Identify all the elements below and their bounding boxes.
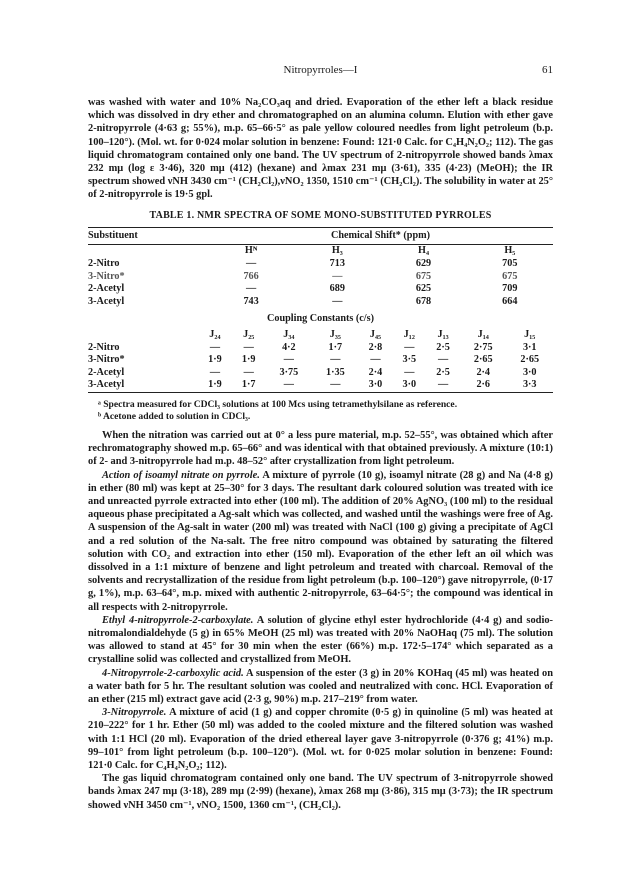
table-cell: 2·5 bbox=[436, 366, 450, 378]
coupling-header: J₂₅ bbox=[243, 328, 255, 340]
table-cell: 705 bbox=[502, 258, 518, 270]
paragraph-isoamyl-nitrate bbox=[88, 469, 553, 614]
table-cell: 3·1 bbox=[522, 341, 537, 353]
table-cell: 3·0 bbox=[402, 379, 417, 391]
table-cell: 743 bbox=[243, 295, 259, 307]
table-cell: 625 bbox=[415, 283, 432, 295]
page-header bbox=[88, 64, 553, 80]
table-caption: TABLE 1. NMR SPECTRA OF SOME MONO-SUBSTITUTED PYRROLES bbox=[149, 209, 492, 221]
table-cell: — bbox=[332, 295, 343, 307]
row-label: 3-Nitro* bbox=[88, 354, 125, 366]
table-cell: 709 bbox=[502, 283, 518, 295]
table-cell: 713 bbox=[329, 258, 345, 270]
table-cell: 1·9 bbox=[208, 354, 222, 366]
table-cell: 664 bbox=[502, 295, 518, 307]
footnote-a: ᵃ Spectra measured for CDCl₃ solutions at 100 Mcs using tetramethylsilane as reference. bbox=[98, 398, 458, 410]
table-cell: 2·65 bbox=[473, 354, 493, 366]
paragraph-3-nitropyrrole-spectra bbox=[88, 772, 553, 812]
table-cell: — bbox=[404, 366, 415, 378]
paragraph-text: A suspension of the ester (3 g) in 20% KOHaq (45 ml) was heated on a water bath for 5 hr. The resultant solution was cooled and neutralized with conc. HCl. Evaporation of an ether (215 ml) extract gave acid (2·3 g, 90%) m.p. 217–219° from water. bbox=[88, 667, 554, 706]
table-cell: — bbox=[438, 379, 449, 391]
paragraph-2-nitropyrrole-isolation: was washed with water and 10% Na₂CO₃aq and dried. Evaporation of the ether left a black residue which was dissolved in dry ether and chromatographed on an alumina column. Elution with ether gave 2-nitropyrrole (4·63 g; 55%), m.p. 65–66·5° as pale yellow coloured needles from light petroleum (b.p. 100–120°). (Mol. wt. for 0·024 molar solution in benzene: Found: 121·0 Calc. for C₄H₄N₂O₂; 112). The gas liquid chromatogram contained only one band. The UV spectrum of 2-nitropyrrole showed bands λmax 232 mμ (log ε 3·46), 320 mμ (412) (hexane) and λmax 231 mμ (3·61), 335 (4·23) (MeOH); the IR spectrum showed νNH 3430 cm⁻¹ (CH₂Cl₂),νNO₂ 1350, 1510 cm⁻¹ (CH₂Cl₂). The solubility in water at 25° of 2-nitropyrrole is 19·5 gpl. bbox=[88, 97, 553, 201]
table-cell: — bbox=[243, 366, 254, 378]
paragraph-lead: 3-Nitropyrrole. bbox=[102, 707, 167, 719]
table-cell: 1·35 bbox=[325, 366, 345, 378]
coupling-header: J₁₂ bbox=[403, 328, 415, 340]
table-cell: 629 bbox=[415, 258, 432, 270]
table-cell: — bbox=[209, 366, 220, 378]
shift-header: Hᴺ bbox=[244, 245, 258, 257]
paragraph-text: A solution of glycine ethyl ester hydrochloride (4·4 g) and sodio-nitromalondialdehyde (5 g) in 65% MeOH (25 ml) was treated with 20% NaOHaq (75 ml). The solution was allowed to stand at 45° for 30 min when the ester (66%) m.p. 172·5–174° which separated as a crystalline solid was collected and crystallized from MeOH. bbox=[88, 614, 553, 666]
paragraph-text: A mixture of pyrrole (10 g), isoamyl nitrate (28 g) and Na (4·8 g) in ether (80 ml) was kept at 25–30° for 3 days. The resultant dark coloured solution was treated with ice and unreacted pyrrole extracted into ether (100 ml). The addition of 20% AgNO₃ (100 ml) to the residual aqueous phase precipitated a Ag-salt which was collected, and washed until the washings were free of Ag. A suspension of the Ag-salt in water (200 ml) was treated with NaCl (100 g) giving a precipitate of AgCl and a red solution of the Na-salt. The free nitro compound was obtained by saturating the filtered solution with CO₂ and extraction into ether (150 ml). Evaporation of the ether left an oil which was dissolved in a 1:1 mixture of benzene and light petroleum and treated with charcoal. Removal of the solvents and recrystallization of the residue from light petroleum (b.p. 100–120°) gave nitropyrrole, (0·17 g, 1%), m.p. 63–64°, m.p. mixed with authentic 2-nitropyrrole, 63–64·5°; the compound was identical in all respects with 2-nitropyrrole. bbox=[88, 469, 553, 613]
table-cell: 2·4 bbox=[476, 366, 491, 378]
page-number: 61 bbox=[542, 64, 553, 76]
table-cell: — bbox=[283, 354, 294, 366]
table-row bbox=[88, 342, 553, 355]
table-cell: — bbox=[404, 341, 415, 353]
table-cell: 675 bbox=[502, 270, 518, 282]
coupling-header: J₁₄ bbox=[477, 328, 489, 340]
coupling-header: J₃₄ bbox=[283, 328, 295, 340]
coupling-header: J₁₃ bbox=[437, 328, 449, 340]
shift-header: H₅ bbox=[504, 245, 516, 257]
header-chemical-shift: Chemical Shift* (ppm) bbox=[330, 229, 431, 241]
table-row bbox=[88, 296, 553, 309]
nmr-table-chemical-shifts bbox=[88, 227, 553, 309]
paragraph-text: A mixture of acid (1 g) and copper chromite (0·5 g) in quinoline (5 ml) was heated at 210–222° for 1 hr. Ether (50 ml) was added to the cooled mixture and the filtered solution was washed with 1:1 HCl (20 ml). Evaporation of the dried ethereal layer gave 3-nitropyrrole (0·376 g; 41%) m.p. 99–101° from light petroleum (b.p. 100–120°). (Mol. wt. for 0·025 molar solution in benzene: Found: 121·0 Calc. for C₄H₄N₂O₂; 112). bbox=[88, 707, 553, 772]
table-row bbox=[88, 283, 553, 296]
footnote-b: ᵇ Acetone added to solution in CDCl₃. bbox=[98, 410, 251, 422]
table-cell: — bbox=[243, 341, 254, 353]
article-body bbox=[88, 96, 553, 812]
coupling-header: J₁₅ bbox=[524, 328, 536, 340]
table-cell: 2·75 bbox=[473, 341, 493, 353]
table-cell: 675 bbox=[415, 270, 432, 282]
table-row bbox=[88, 271, 553, 284]
row-label: 2-Acetyl bbox=[88, 366, 125, 378]
row-label: 2-Acetyl bbox=[88, 283, 125, 295]
shift-header: H₃ bbox=[331, 245, 343, 257]
table-cell: 1·7 bbox=[241, 379, 256, 391]
table-cell: 766 bbox=[243, 270, 259, 282]
table-cell: 678 bbox=[415, 295, 432, 307]
coupling-header: J₃₅ bbox=[329, 328, 341, 340]
table-cell: 2·8 bbox=[368, 341, 383, 353]
header-substituent: Substituent bbox=[88, 229, 138, 241]
table-cell: 3·5 bbox=[402, 354, 417, 366]
row-label: 3-Nitro* bbox=[88, 270, 125, 282]
paragraph-text: When the nitration was carried out at 0° a less pure material, m.p. 52–55°, was obtained which after rechromatography showed m.p. 65–66° and was identical with that obtained previously. A mixture (10:1) of 2- and 3-nitropyrrole had m.p. 48–52° after crystallization from light petroleum. bbox=[88, 429, 553, 468]
paragraph-ethyl-ester bbox=[88, 614, 553, 667]
table-cell: — bbox=[246, 258, 257, 270]
table-cell: 689 bbox=[329, 283, 345, 295]
table-row bbox=[88, 367, 553, 380]
table-cell: 1·9 bbox=[208, 379, 222, 391]
paragraph-nitration-0-degrees bbox=[88, 429, 553, 469]
row-label: 3-Acetyl bbox=[88, 295, 125, 307]
row-label: 2-Nitro bbox=[88, 258, 120, 270]
table-cell: 1·7 bbox=[328, 341, 343, 353]
paragraph-lead: 4-Nitropyrrole-2-carboxylic acid. bbox=[102, 667, 244, 679]
shift-header: H₄ bbox=[418, 245, 429, 257]
running-title: Nitropyrroles—I bbox=[283, 64, 358, 76]
table-cell: 2·65 bbox=[520, 354, 540, 366]
nmr-table-coupling-constants bbox=[88, 308, 553, 393]
table-cell: 2·5 bbox=[436, 341, 450, 353]
paragraph-text: The gas liquid chromatogram contained only one band. The UV spectrum of 3-nitropyrrole showed bands λmax 247 mμ (3·18), 289 mμ (2·99) (hexane), λmax 268 mμ (3·86), 315 mμ (3·73); the IR spectrum showed νNH 3450 cm⁻¹, νNO₂ 1500, 1360 cm⁻¹, (CH₂Cl₂). bbox=[88, 773, 553, 811]
table-cell: 1·9 bbox=[241, 354, 256, 366]
table-cell: — bbox=[438, 354, 449, 366]
table-cell: — bbox=[330, 354, 341, 366]
table-cell: 4·2 bbox=[282, 341, 296, 353]
table-footnotes bbox=[88, 399, 553, 423]
table-cell: — bbox=[246, 283, 257, 295]
table-cell: 3·75 bbox=[279, 366, 299, 378]
row-label: 2-Nitro bbox=[88, 341, 120, 353]
table-cell: 3·0 bbox=[522, 366, 537, 378]
paragraph-lead: Action of isoamyl nitrate on pyrrole. bbox=[102, 469, 260, 481]
table-row bbox=[88, 354, 553, 367]
table-cell: 2·6 bbox=[476, 379, 491, 391]
table-row bbox=[88, 379, 553, 392]
coupling-header: J₄₅ bbox=[369, 328, 382, 340]
table-cell: — bbox=[330, 379, 341, 391]
paragraph-3-nitropyrrole bbox=[88, 706, 553, 772]
table-cell: — bbox=[332, 270, 343, 282]
paragraph-carboxylic-acid bbox=[88, 667, 553, 707]
table-cell: — bbox=[370, 354, 381, 366]
table-cell: 3·0 bbox=[368, 379, 383, 391]
table-cell: — bbox=[283, 379, 294, 391]
table-cell: — bbox=[209, 341, 220, 353]
coupling-title: Coupling Constants (c/s) bbox=[267, 313, 374, 325]
row-label: 3-Acetyl bbox=[88, 379, 125, 391]
table-row bbox=[88, 258, 553, 271]
table-cell: 3·3 bbox=[522, 379, 537, 391]
table-cell: 2·4 bbox=[368, 366, 383, 378]
paragraph-lead: Ethyl 4-nitropyrrole-2-carboxylate. bbox=[102, 614, 254, 626]
coupling-header: J₂₄ bbox=[209, 328, 221, 340]
